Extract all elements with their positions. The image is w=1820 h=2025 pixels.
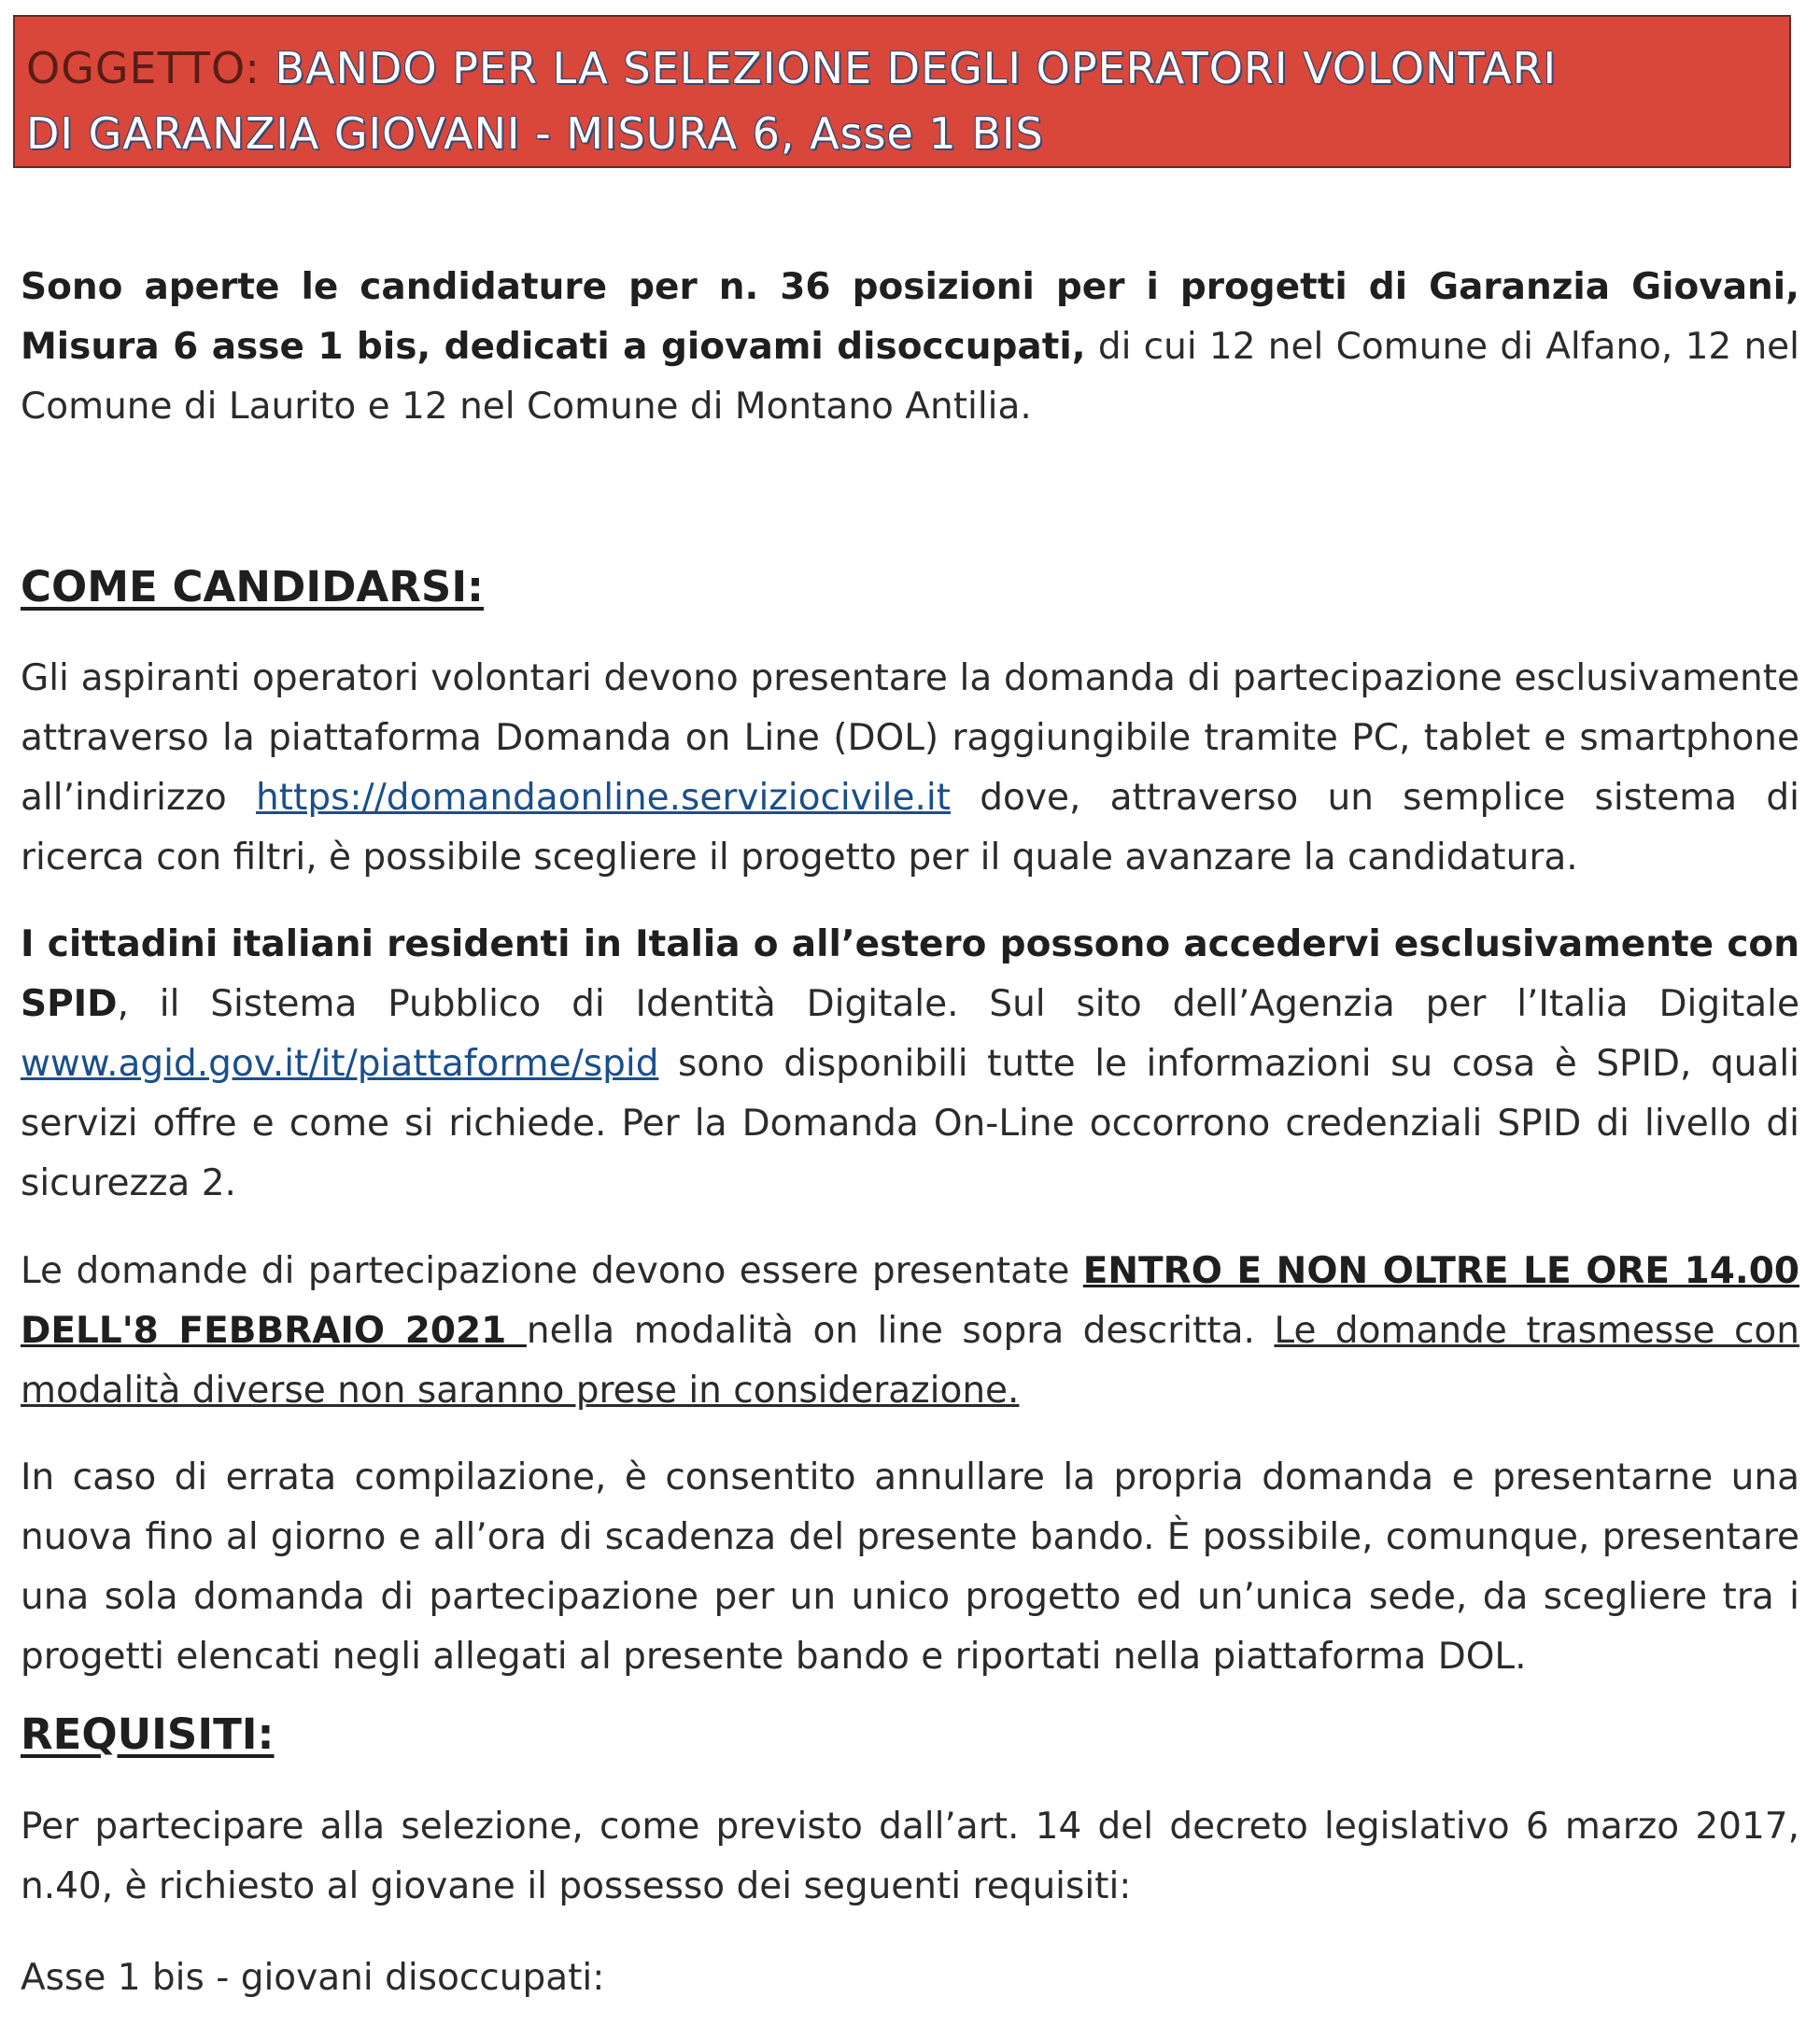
deadline-text: ENTRO E NON OLTRE LE ORE 14.00 DELL'8 FEBBRAIO 2021 xyxy=(21,1250,1799,1352)
p2-text-after: sono disponibili tutte le informazioni su cosa è SPID, quali servizi offre e come si richiede. Per la Domanda On-Line occorrono credenziali SPID di livello di sicurezza 2. xyxy=(21,1043,1799,1204)
requisiti-heading: REQUISITI: xyxy=(21,1709,275,1759)
banner-title-line-1: BANDO PER LA SELEZIONE DEGLI OPERATORI VOLONTARI xyxy=(275,43,1558,93)
agid-spid-link[interactable]: www.agid.gov.it/it/piattaforme/spid xyxy=(21,1043,659,1085)
p3-underlined-text: Le domande trasmesse con modalità diverse non saranno prese in considerazione. xyxy=(21,1310,1800,1412)
subject-banner xyxy=(13,15,1791,168)
p1-text-before: Gli aspiranti operatori volontari devono presentare la domanda di partecipazione esclusivamente attraverso la piattaforma Domanda on Line (DOL) raggiungibile tramite PC, tablet e smartphone all’indirizzo xyxy=(21,657,1799,819)
requisiti-paragraph-2: Asse 1 bis - giovani disoccupati: xyxy=(21,1957,605,1999)
intro-bold-text: Sono aperte le candidature per n. 36 posizioni per i progetti di Garanzia Giovani, Misura 6 asse 1 bis, dedicati a giovami disoccupati, xyxy=(21,266,1799,368)
candidarsi-paragraph-4: In caso di errata compilazione, è consentito annullare la propria domanda e presentarne una nuova fino al giorno e all’ora di scadenza del presente bando. È possibile, comunque, presentare una sola domanda di partecipazione per un unico progetto ed un’unica sede, da scegliere tra i progetti elencati negli allegati al presente bando e riportati nella piattaforma DOL. xyxy=(21,1456,1799,1678)
requisiti-paragraph-1: Per partecipare alla selezione, come previsto dall’art. 14 del decreto legislativo 6 marzo 2017, n.40, è richiesto al giovane il possesso dei seguenti requisiti: xyxy=(21,1806,1799,1907)
subject-label: OGGETTO: xyxy=(26,43,261,93)
candidarsi-paragraph-3 xyxy=(21,1242,1799,1421)
candidarsi-paragraph-1 xyxy=(21,649,1799,888)
p2-bold-text: I cittadini italiani residenti in Italia o all’estero possono accedervi esclusivamente con SPID xyxy=(21,923,1799,1025)
come-candidarsi-heading: COME CANDIDARSI: xyxy=(21,562,485,612)
candidarsi-paragraph-2 xyxy=(21,915,1799,1214)
intro-rest-text: di cui 12 nel Comune di Alfano, 12 nel Comune di Laurito e 12 nel Comune di Montano Antilia. xyxy=(21,326,1799,428)
banner-title-line-2: DI GARANZIA GIOVANI - MISURA 6, Asse 1 BIS xyxy=(26,108,1044,159)
intro-paragraph xyxy=(21,258,1799,437)
dol-link[interactable]: https://domandaonline.serviziocivile.it xyxy=(256,777,952,819)
banner-line-1 xyxy=(26,35,1780,101)
p3-text-mid: nella modalità on line sopra descritta. xyxy=(526,1310,1275,1352)
p1-text-after: dove, attraverso un semplice sistema di ricerca con filtri, è possibile scegliere il progetto per il quale avanzare la candidatura. xyxy=(21,777,1800,879)
p2-text-mid: , il Sistema Pubblico di Identità Digitale. Sul sito dell’Agenzia per l’Italia Digitale xyxy=(117,983,1799,1025)
p3-text-before: Le domande di partecipazione devono essere presentate xyxy=(21,1250,1083,1292)
